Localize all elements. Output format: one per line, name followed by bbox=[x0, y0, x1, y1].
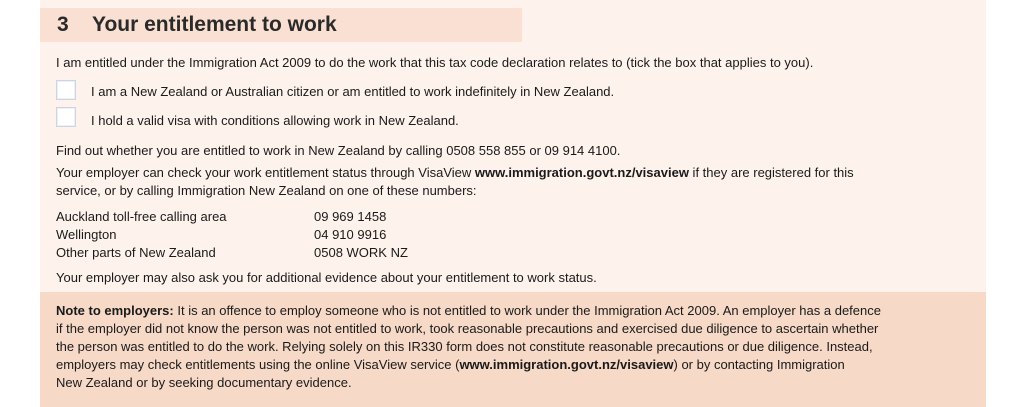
phone-area-other: Other parts of New Zealand bbox=[56, 245, 216, 260]
visa-option-label: I hold a valid visa with conditions allowing work in New Zealand. bbox=[91, 113, 459, 128]
visa-checkbox[interactable] bbox=[56, 107, 76, 127]
employer-check-text-post: if they are registered for this bbox=[688, 165, 854, 180]
phone-area-auckland: Auckland toll-free calling area bbox=[56, 209, 227, 224]
phone-number-wellington: 04 910 9916 bbox=[314, 227, 387, 242]
intro-text: I am entitled under the Immigration Act 2009 to do the work that this tax code declaration relates to (tick the box that applies to you). bbox=[56, 55, 814, 70]
note-visaview-link[interactable]: www.immigration.govt.nz/visaview bbox=[459, 357, 674, 372]
section-header bbox=[40, 8, 522, 42]
note-line-4-text: employers may check entitlements using the online VisaView service ( bbox=[56, 357, 460, 372]
citizen-option-label: I am a New Zealand or Australian citizen or am entitled to work indefinitely in New Zealand. bbox=[91, 84, 615, 99]
form-section bbox=[40, 0, 986, 407]
employer-check-text: Your employer can check your work entitlement status through VisaView bbox=[56, 165, 475, 180]
note-line-1-text: It is an offence to employ someone who is not entitled to work under the Immigration Act 2009. An employer has a defence bbox=[173, 303, 881, 318]
note-line-2: if the employer did not know the person was not entitled to work, took reasonable precautions and exercised due diligence to ascertain whether bbox=[56, 321, 879, 336]
visaview-link[interactable]: www.immigration.govt.nz/visaview bbox=[474, 165, 689, 180]
evidence-text: Your employer may also ask you for additional evidence about your entitlement to work status. bbox=[56, 270, 597, 285]
note-heading: Note to employers: bbox=[56, 303, 174, 318]
phone-number-auckland: 09 969 1458 bbox=[314, 209, 387, 224]
employer-check-line2: service, or by calling Immigration New Zealand on one of these numbers: bbox=[56, 183, 477, 198]
section-title: Your entitlement to work bbox=[92, 13, 337, 36]
employer-note-box bbox=[40, 292, 986, 407]
employer-check-line1 bbox=[56, 164, 854, 181]
note-line-4-post: ) or by contacting Immigration bbox=[673, 357, 845, 372]
citizen-checkbox[interactable] bbox=[56, 80, 76, 100]
note-line-4 bbox=[56, 356, 845, 373]
note-line-1 bbox=[56, 302, 881, 319]
phone-area-wellington: Wellington bbox=[56, 227, 117, 242]
section-number: 3 bbox=[57, 13, 69, 36]
find-out-text: Find out whether you are entitled to work in New Zealand by calling 0508 558 855 or 09 914 4100. bbox=[56, 143, 621, 158]
note-line-3: the person was entitled to do the work. Relying solely on this IR330 form does not constitute reasonable precautions or due diligence. Instead, bbox=[56, 339, 873, 354]
note-line-5: New Zealand or by seeking documentary evidence. bbox=[56, 375, 352, 390]
phone-number-other: 0508 WORK NZ bbox=[314, 245, 408, 260]
